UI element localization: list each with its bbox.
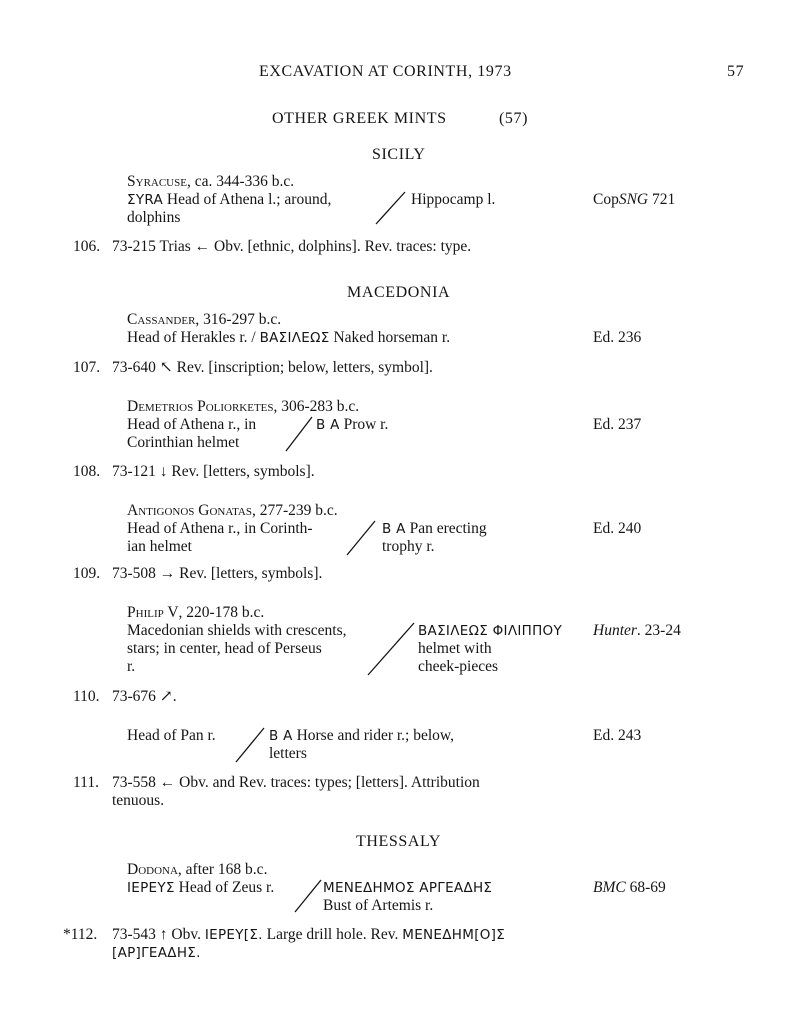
divider-slash [345, 520, 377, 556]
catalog-entry-cont: [ΑΡ]ΓΕΑΔΗΣ. [112, 945, 201, 961]
ruler-heading-antigonos: Antigonos Gonatas, 277-239 b.c. [127, 502, 338, 519]
region-heading-thessaly: THESSALY [356, 833, 441, 850]
catalog-entry: 73-640 ↖ Rev. [inscription; below, letters, symbol]. [112, 359, 433, 376]
obverse-description: Head of Athena l.; around, [163, 191, 332, 208]
section-count: (57) [499, 110, 529, 127]
syracuse-obverse [127, 191, 331, 209]
obverse-description-cont: Corinthian helmet [127, 434, 240, 451]
demetrios-reverse: Β Α Prow r. [316, 416, 389, 433]
catalog-entry: 73-121 ↓ Rev. [letters, symbols]. [112, 463, 315, 480]
divider-slash [293, 879, 323, 913]
divider-slash [366, 622, 416, 676]
obverse-description: Macedonian shields with crescents, [127, 622, 347, 639]
catalog-entry: 73-676 ↗. [112, 688, 177, 705]
reverse-description-cont: trophy r. [382, 538, 435, 555]
catalog-number: 108. [73, 463, 101, 480]
catalog-number: 111. [73, 774, 99, 791]
catalog-entry: 73-543 ↑ Obv. ΙΕΡΕΥ[Σ. Large drill hole. Rev. ΜΕΝΕΔΗΜ[Ο]Σ [112, 926, 506, 943]
divider-slash [284, 416, 314, 452]
obverse-description: Head of Pan r. [127, 727, 216, 744]
pan-reverse: Β Α Horse and rider r.; below, [269, 727, 454, 744]
running-title: EXCAVATION AT CORINTH, 1973 [259, 63, 512, 80]
reverse-legend: ΒΑΣΙΛΕΩΣ [259, 330, 330, 346]
reference: Ed. 236 [593, 329, 642, 346]
catalog-number: 109. [73, 565, 101, 582]
reverse-legend: ΜΕΝΕΔΗΜΟΣ ΑΡΓΕΑΔΗΣ [323, 880, 493, 896]
antigonos-reverse: Β Α Pan erecting [382, 520, 487, 537]
ruler-heading-dodona: Dodona, after 168 b.c. [127, 861, 268, 878]
dodona-obverse: ΙΕΡΕΥΣ Head of Zeus r. [127, 879, 275, 896]
catalog-number: 106. [73, 238, 101, 255]
reference: Ed. 240 [593, 520, 642, 537]
catalog-entry: 73-508 → Rev. [letters, symbols]. [112, 565, 323, 582]
section-title: OTHER GREEK MINTS [272, 110, 447, 127]
region-heading-sicily: SICILY [372, 146, 426, 163]
reverse-description-cont: cheek-pieces [418, 658, 499, 675]
catalog-entry: 73-558 ← Obv. and Rev. traces: types; [letters]. Attribution [112, 774, 480, 791]
reverse-legend: ΒΑΣΙΛΕΩΣ ΦΙΛΙΠΠΟΥ [418, 623, 563, 639]
obverse-description-cont: stars; in center, head of Perseus [127, 640, 322, 657]
reference: Ed. 243 [593, 727, 642, 744]
catalog-entry: 73-215 Trias ← Obv. [ethnic, dolphins]. Rev. traces: type. [112, 238, 472, 255]
obverse-description: Head of Athena r., in Corinth- [127, 520, 313, 537]
reverse-description: helmet with [418, 640, 492, 657]
reverse-description: Bust of Artemis r. [323, 897, 434, 914]
page-number: 57 [727, 63, 745, 80]
reverse-description-cont: letters [269, 745, 307, 762]
reference: BMC 68-69 [593, 879, 666, 896]
reverse-description: Hippocamp l. [411, 191, 496, 208]
obverse-description: Head of Athena r., in [127, 416, 257, 433]
ruler-name: Syracuse [127, 173, 187, 190]
divider-slash [373, 191, 407, 225]
catalog-entry-cont: tenuous. [112, 792, 165, 809]
catalog-number: 107. [73, 359, 101, 376]
reverse-description: Naked horseman r. [329, 329, 451, 346]
obverse-description: Head of Herakles r. / [127, 329, 256, 346]
obverse-description-cont: dolphins [127, 209, 181, 226]
ruler-heading-cassander: Cassander, 316-297 b.c. [127, 311, 282, 328]
ruler-heading-syracuse [127, 173, 294, 191]
reference: CopSNG 721 [593, 191, 676, 208]
divider-slash [234, 727, 266, 763]
ruler-date: , ca. 344-336 b.c. [186, 173, 295, 190]
ruler-heading-demetrios: Demetrios Poliorketes, 306-283 b.c. [127, 398, 360, 415]
obverse-legend: ΣYRA [127, 192, 164, 208]
obverse-description-cont: r. [127, 658, 136, 675]
obverse-description-cont: ian helmet [127, 538, 192, 555]
reference: Hunter. 23-24 [593, 622, 681, 639]
ruler-heading-philip: Philip V, 220-178 b.c. [127, 604, 265, 621]
catalog-number: *112. [63, 926, 98, 943]
reference: Ed. 237 [593, 416, 642, 433]
region-heading-macedonia: MACEDONIA [347, 284, 451, 301]
cassander-types [127, 329, 450, 347]
catalog-number: 110. [73, 688, 100, 705]
